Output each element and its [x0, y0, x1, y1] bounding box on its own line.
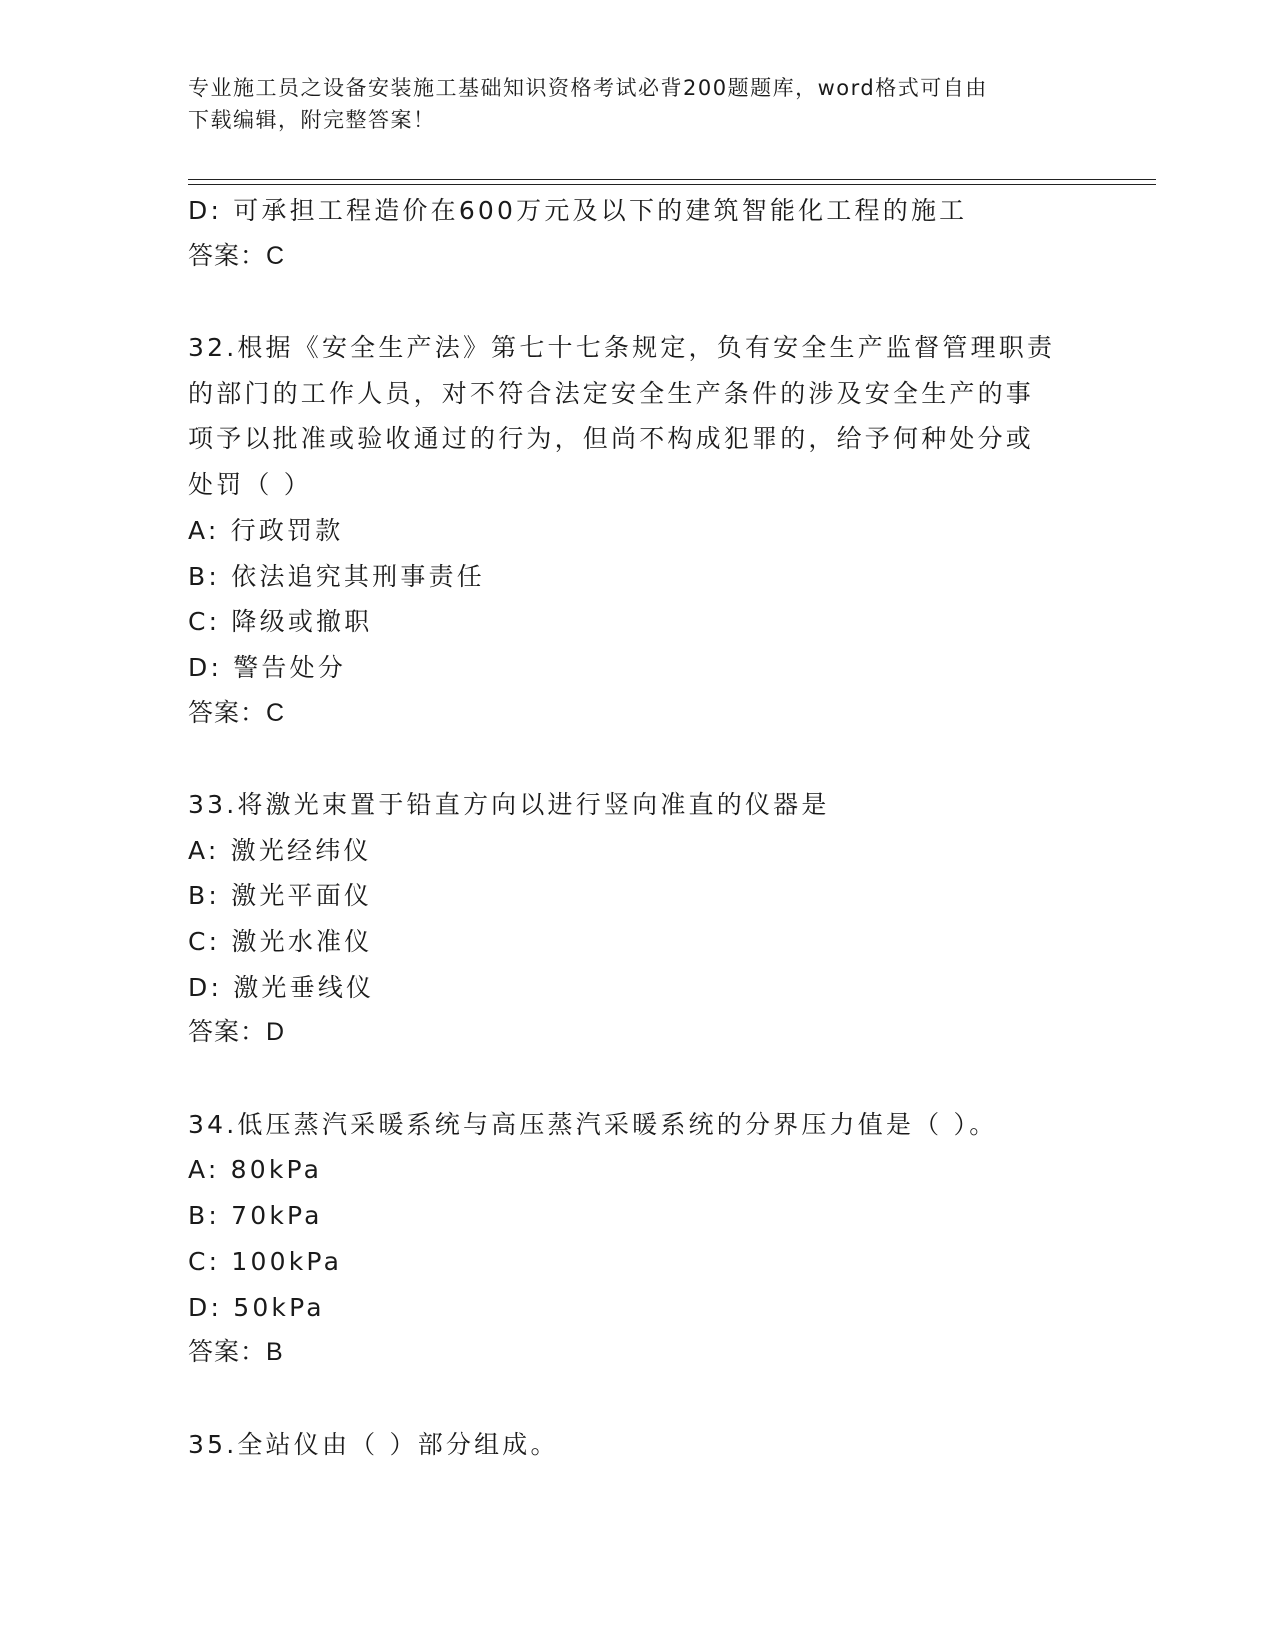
option-line: C: 激光水准仪: [188, 927, 373, 956]
option-line: A: 行政罚款: [188, 515, 344, 545]
question-line: 项予以批准或验收通过的行为，但尚不构成犯罪的，给予何种处分或: [188, 424, 1035, 454]
header-line-1: 专业施工员之设备安装施工基础知识资格考试必背200题题库，word格式可自由: [188, 76, 988, 100]
blank-line: [188, 736, 1098, 782]
answer-line: 答案：D: [188, 1018, 286, 1047]
blank-line: [188, 279, 1098, 325]
option-line: A: 80kPa: [188, 1155, 323, 1185]
option-line: B: 70kPa: [188, 1201, 323, 1231]
question-line: 的部门的工作人员，对不符合法定安全生产条件的涉及安全生产的事: [188, 378, 1035, 408]
option-line: B: 激光平面仪: [188, 881, 373, 911]
option-line: C: 降级或撤职: [188, 607, 373, 637]
question-line: 32.根据《安全生产法》第七十七条规定，负有安全生产监督管理职责: [188, 333, 1056, 363]
option-line: C: 100kPa: [188, 1246, 343, 1276]
answer-line: 答案：C: [188, 241, 286, 270]
option-line: D: 激光垂线仪: [188, 972, 375, 1002]
header-line-2: 下载编辑，附完整答案！: [188, 108, 436, 132]
option-line: A: 激光经纬仪: [188, 835, 372, 865]
document-header: [188, 72, 1088, 136]
blank-line: [188, 1376, 1098, 1422]
question-content: [188, 188, 1098, 1467]
option-line: B: 依法追究其刑事责任: [188, 561, 485, 591]
option-line: D: 警告处分: [188, 652, 347, 682]
option-line: D: 可承担工程造价在600万元及以下的建筑智能化工程的施工: [188, 196, 968, 225]
answer-line: 答案：C: [188, 698, 286, 727]
question-line: 33.将激光束置于铅直方向以进行竖向准直的仪器是: [188, 789, 830, 819]
question-line: 35.全站仪由（ ）部分组成。: [188, 1429, 559, 1459]
header-divider-top: [188, 179, 1156, 180]
question-line: 处罚（ ）: [188, 470, 312, 500]
option-line: D: 50kPa: [188, 1292, 325, 1322]
question-line: 34.低压蒸汽采暖系统与高压蒸汽采暖系统的分界压力值是（ ）。: [188, 1109, 998, 1139]
blank-line: [188, 1056, 1098, 1102]
header-divider-bottom: [188, 184, 1156, 185]
answer-line: 答案：B: [188, 1338, 284, 1367]
